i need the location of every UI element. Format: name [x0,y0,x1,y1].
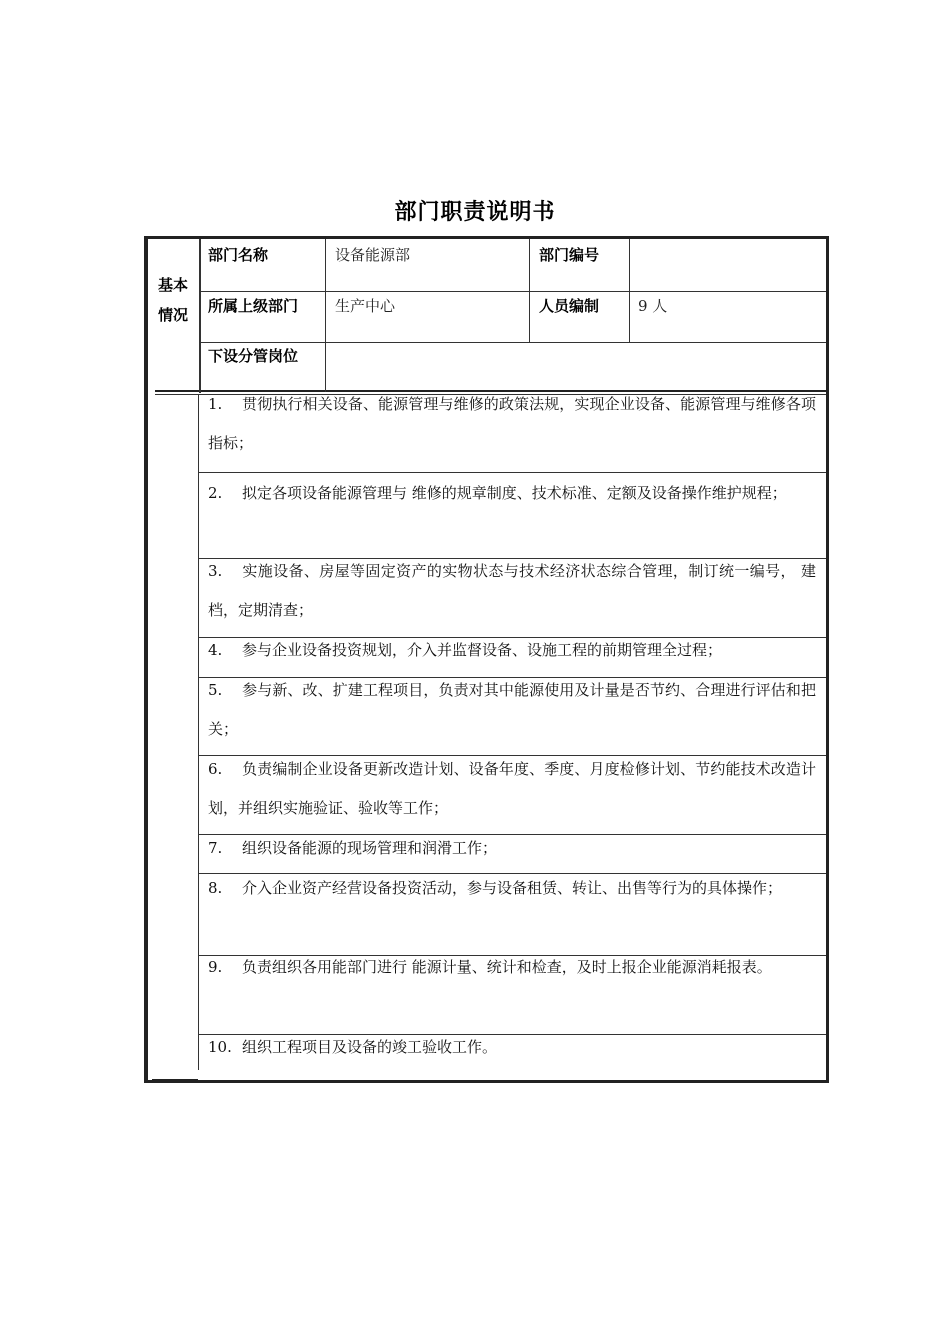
duty-text: 介入企业资产经营设备投资活动，参与设备租赁、转让、出售等行为的具体操作； [242,879,783,897]
section-label [152,270,194,330]
column-divider [199,239,201,393]
duty-text: 参与新、改、扩建工程项目，负责对其中能源使用及计量是否节约、合理进行评估和把关； [208,681,816,738]
duty-item [208,552,816,630]
duty-number: 5. [208,681,223,699]
duty-item [208,385,816,463]
headcount-label: 人员编制 [539,297,600,315]
row-divider [200,342,826,343]
duty-text: 参与企业设备投资规划，介入并监督设备、设施工程的前期管理全过程； [242,641,723,659]
dept-name-value: 设备能源部 [335,246,411,264]
duty-number: 8. [208,879,223,897]
sub-posts-label: 下设分管岗位 [208,347,299,365]
duty-text: 贯彻执行相关设备、能源管理与维修的政策法规，实现企业设备、能源管理与维修各项指标； [208,395,816,452]
duty-text: 实施设备、房屋等固定资产的实物状态与技术经济状态综合管理，制订统一编号， 建档，定期清查； [208,562,816,619]
duty-number: 3. [208,562,223,580]
left-footer-rule [152,1079,198,1081]
duty-item [208,1028,816,1067]
parent-dept-label: 所属上级部门 [208,297,299,315]
column-divider [325,239,326,392]
duty-item [208,948,816,987]
column-divider [629,239,630,342]
page-title: 部门职责说明书 [394,200,556,225]
parent-dept-value: 生产中心 [335,297,396,315]
duty-text: 拟定各项设备能源管理与 维修的规章制度、技术标准、定额及设备操作维护规程； [242,484,787,502]
duty-item [208,869,816,908]
duty-item [208,474,816,513]
section-label-line2: 情况 [157,306,188,324]
duty-number: 1. [208,395,223,413]
column-divider [198,394,199,1070]
row-divider [200,291,826,292]
duty-number: 4. [208,641,223,659]
row-divider [199,472,826,473]
duty-text: 负责编制企业设备更新改造计划、设备年度、季度、月度检修计划、节约能技术改造计划，并组织实施验证、验收等工作； [208,760,816,817]
duty-number: 2. [208,484,223,502]
duty-number: 10. [208,1038,232,1056]
duty-number: 6. [208,760,223,778]
dept-name-label: 部门名称 [208,246,269,264]
headcount-value: 9 人 [638,297,668,315]
section-label-line1: 基本 [157,276,188,294]
duty-text: 组织设备能源的现场管理和润滑工作； [242,839,498,857]
duty-number: 7. [208,839,223,857]
duty-item [208,750,816,828]
duty-item [208,829,816,868]
duty-text: 组织工程项目及设备的竣工验收工作。 [242,1038,498,1056]
duty-item [208,631,816,670]
column-divider [529,239,530,342]
duty-text: 负责组织各用能部门进行 能源计量、统计和检查，及时上报企业能源消耗报表。 [242,958,772,976]
dept-code-label: 部门编号 [539,246,600,264]
duty-number: 9. [208,958,223,976]
duty-item [208,671,816,749]
